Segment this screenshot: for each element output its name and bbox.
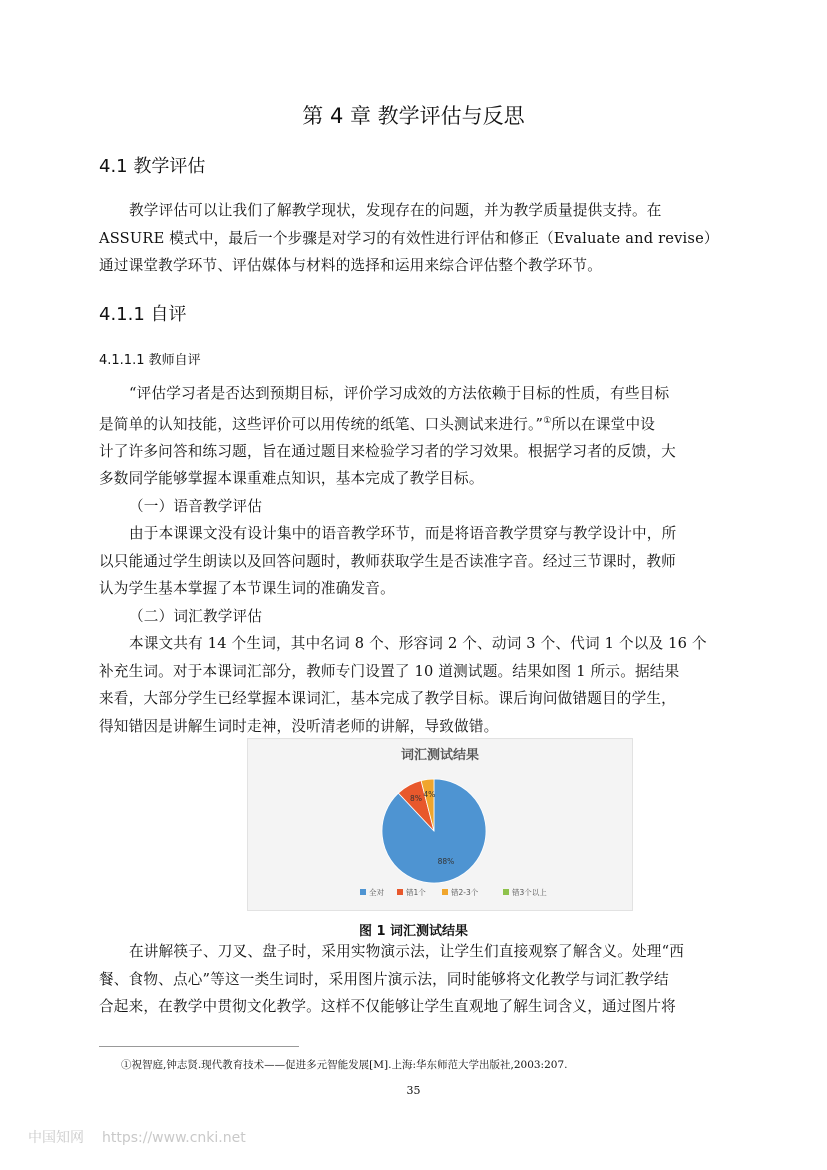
slice-data-label-3: 4%	[423, 789, 436, 799]
sub2-heading: （二）词汇教学评估	[129, 607, 263, 625]
vocab-line-2: 补充生词。对于本课词汇部分，教师专门设置了 10 道测试题。结果如图 1 所示。据结果	[99, 662, 680, 680]
teacher-line-3: 计了许多问答和练习题，旨在通过题目来检验学习者的学习效果。根据学习者的反馈，大	[99, 442, 676, 460]
intro-line-2: ASSURE 模式中，最后一个步骤是对学习的有效性进行评估和修正（Evaluate and revise）	[99, 229, 719, 247]
phonetics-line-3: 认为学生基本掌握了本节课生词的准确发音。	[99, 580, 395, 598]
figure-caption: 图 1 词汇测试结果	[358, 924, 469, 939]
watermark-site-name: 中国知网	[28, 1130, 84, 1146]
section-4-1-1-1-heading: 4.1.1.1 教师自评	[99, 353, 201, 368]
chapter-title: 第 4 章 教学评估与反思	[302, 104, 525, 128]
teacher-line-1: “评估学习者是否达到预期目标，评价学习成效的方法依赖于目标的性质，有些目标	[129, 385, 670, 402]
intro-paragraph	[99, 197, 748, 280]
vocab-line-3: 来看，大部分学生已经掌握本课词汇，基本完成了教学目标。课后询问做错题目的学生，	[99, 690, 676, 708]
watermark-url: https://www.cnki.net	[102, 1130, 246, 1146]
phonetics-line-1: 由于本课课文没有设计集中的语音教学环节，而是将语音教学贯穿与教学设计中，所	[129, 525, 677, 543]
cnki-watermark	[28, 1127, 264, 1147]
after-line-2: 餐、食物、点心”等这一类生词时，采用图片演示法，同时能够将文化教学与词汇教学结	[99, 970, 669, 988]
vocab-line-1: 本课文共有 14 个生词，其中名词 8 个、形容词 2 个、动词 3 个、代词 1 个以及 16 个	[129, 635, 707, 653]
pie-chart-svg	[248, 739, 632, 910]
section-4-1-1-heading: 4.1.1 自评	[99, 304, 187, 325]
page-number: 35	[406, 1084, 421, 1097]
intro-line-3: 通过课堂教学环节、评估媒体与材料的选择和运用来综合评估整个教学环节。	[99, 257, 602, 274]
slice-data-label-2: 8%	[410, 794, 422, 804]
footnote-marker: ①	[543, 415, 552, 426]
phonetics-line-2: 以只能通过学生朗读以及回答问题时，教师获取学生是否读准字音。经过三节课时，教师	[99, 552, 676, 570]
legend-label-4: 错3个以上	[512, 888, 547, 897]
legend-swatch-2	[397, 889, 403, 895]
vocab-test-pie-chart	[247, 738, 633, 911]
vocab-line-4: 得知错因是讲解生词时走神，没听清老师的讲解，导致做错。	[99, 717, 499, 735]
sub1-heading: （一）语音教学评估	[129, 497, 263, 515]
legend-swatch-1	[360, 889, 366, 895]
legend-label-1: 全对	[369, 888, 384, 897]
after-line-1: 在讲解筷子、刀叉、盘子时，采用实物演示法，让学生们直接观察了解含义。处理“西	[129, 943, 685, 960]
intro-line-1: 教学评估可以让我们了解教学现状，发现存在的问题，并为教学质量提供支持。在	[129, 202, 662, 219]
slice-data-label-1: 88%	[437, 857, 455, 866]
teacher-line-2-tail: 所以在课堂中设	[551, 415, 656, 433]
section-4-1-heading: 4.1 教学评估	[99, 156, 206, 177]
legend-label-3: 错2-3个	[451, 888, 479, 897]
teacher-line-2	[99, 408, 748, 438]
footnote-separator	[99, 1046, 299, 1047]
chart-title: 词汇测试结果	[400, 748, 480, 763]
legend-label-2: 错1个	[406, 888, 426, 897]
teacher-line-2-quote: 是简单的认知技能，这些评价可以用传统的纸笔、口头测试来进行。”	[99, 415, 544, 433]
after-line-3: 合起来，在教学中贯彻文化教学。这样不仅能够让学生直观地了解生词含义，通过图片将	[99, 998, 676, 1015]
footnote: ①祝智庭,钟志贤.现代教育技术——促进多元智能发展[M].上海:华东师范大学出版社,2003:207.	[121, 1059, 568, 1071]
legend-swatch-3	[442, 889, 448, 895]
legend-swatch-4	[503, 889, 509, 895]
teacher-self-eval-paragraph	[99, 380, 748, 740]
after-figure-paragraph	[99, 938, 748, 1021]
teacher-line-4: 多数同学能够掌握本课重难点知识，基本完成了教学目标。	[99, 470, 484, 488]
